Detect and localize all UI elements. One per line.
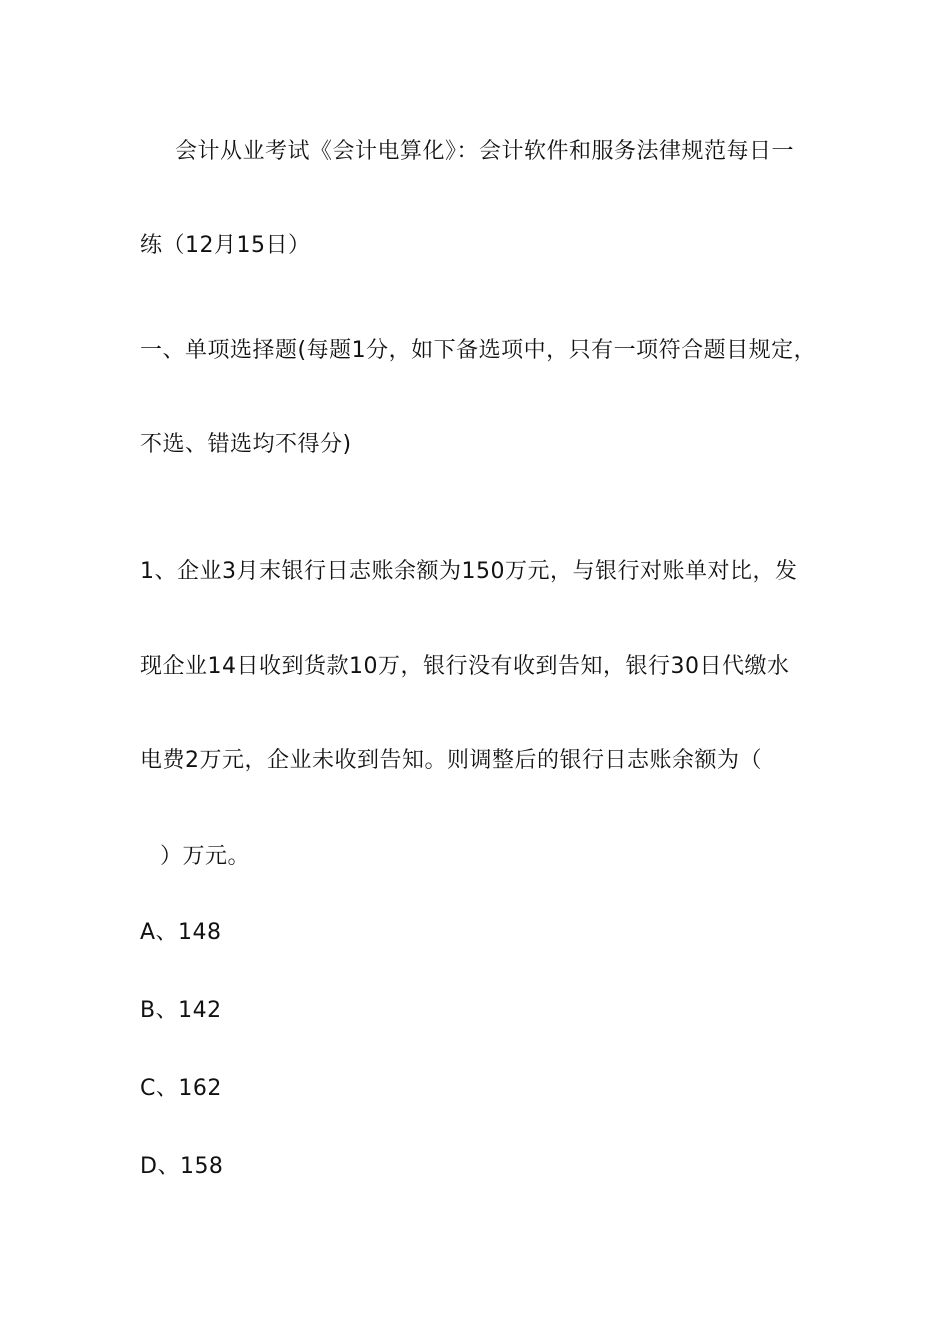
question-text-line-4: ）万元。 (160, 844, 251, 869)
question-text-line-3: 电费2万元，企业未收到告知。则调整后的银行日志账余额为（ (140, 748, 762, 773)
option-d: D、158 (140, 1154, 224, 1179)
option-c: C、162 (140, 1076, 222, 1101)
title-line-2: 练（12月15日） (140, 233, 311, 258)
option-a: A、148 (140, 920, 222, 945)
title-line-1: 会计从业考试《会计电算化》：会计软件和服务法律规范每日一 (175, 139, 795, 164)
question-text-line-1: 1、企业3月末银行日志账余额为150万元，与银行对账单对比，发 (140, 559, 798, 584)
question-text-line-2: 现企业14日收到货款10万，银行没有收到告知，银行30日代缴水 (140, 654, 790, 679)
section-heading-line-1: 一、单项选择题(每题1分，如下备选项中，只有一项符合题目规定， (140, 338, 817, 363)
option-b: B、142 (140, 998, 222, 1023)
section-heading-line-2: 不选、错选均不得分) (140, 432, 352, 457)
